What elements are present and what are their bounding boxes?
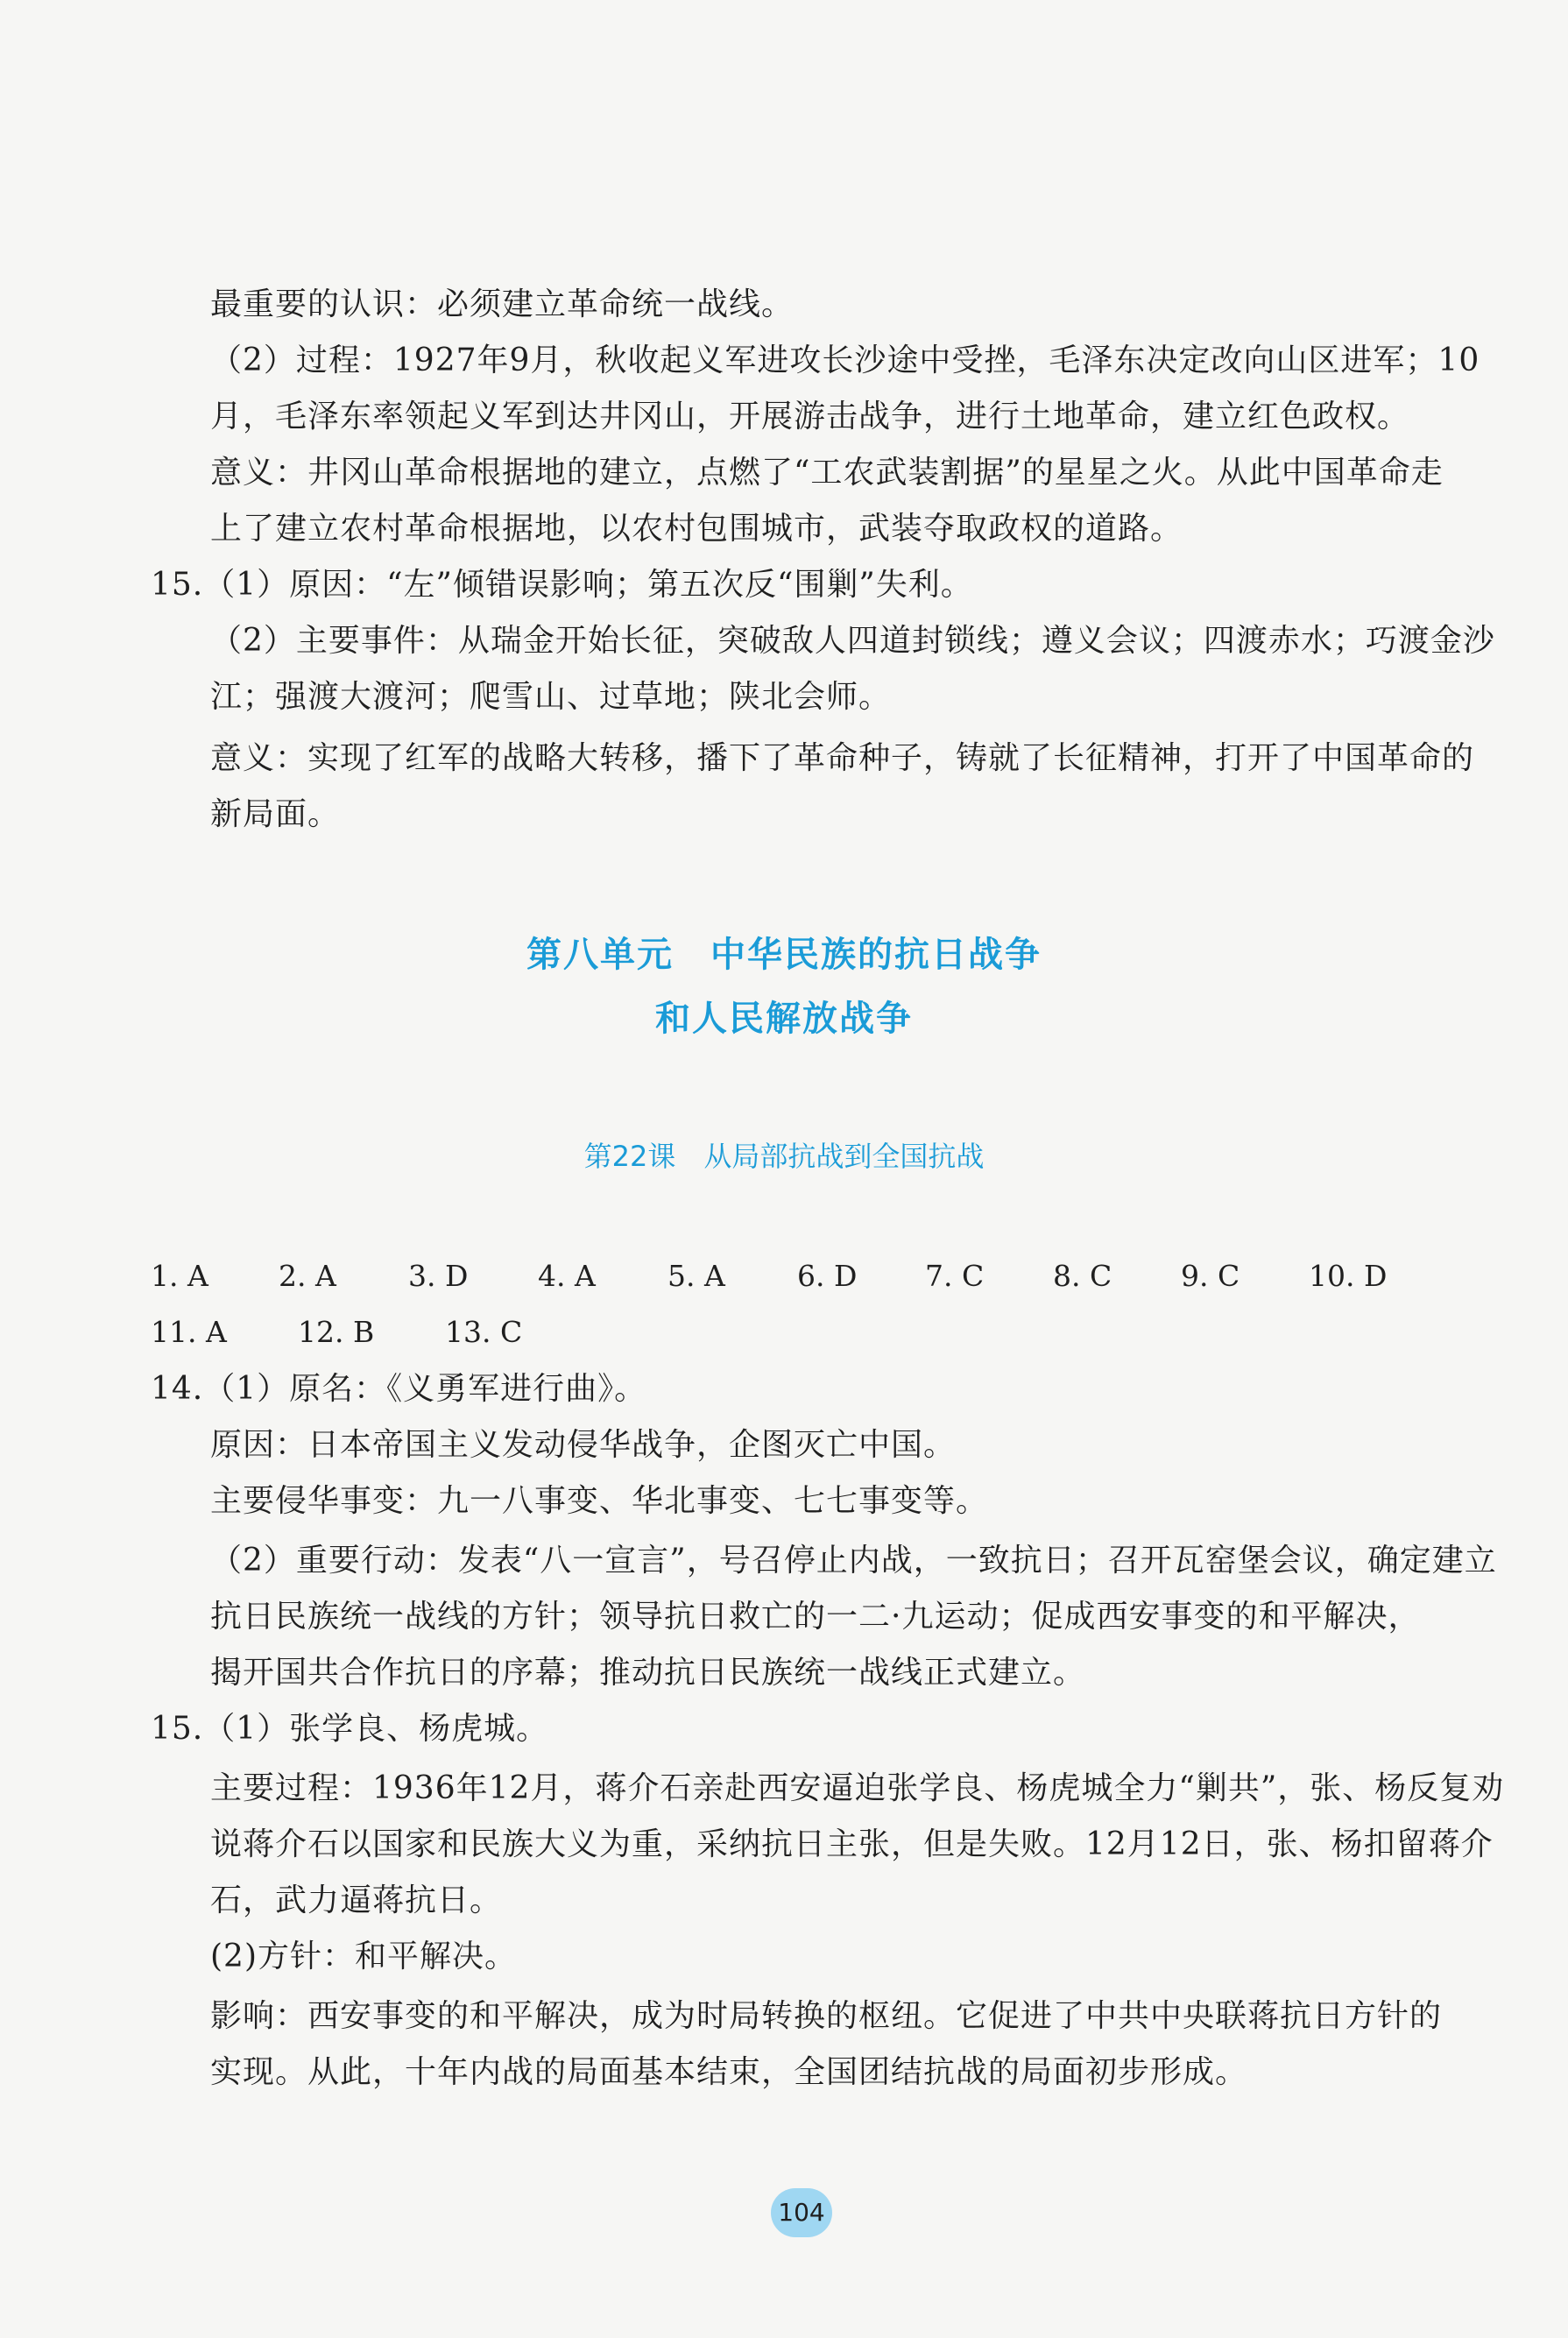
mcq-answers-row-1 — [151, 1255, 1412, 1297]
text-line: 新局面。 — [210, 796, 341, 832]
mcq-answer: 11. A — [151, 1315, 227, 1349]
mcq-answer: 1. A — [151, 1259, 208, 1293]
text-line: 揭开国共合作抗日的序幕；推动抗日民族统一战线正式建立。 — [210, 1655, 1086, 1691]
mcq-answer: 7. C — [925, 1259, 985, 1293]
text-line: （2）过程：1927年9月，秋收起义军进攻长沙途中受挫，毛泽东决定改向山区进军；10 — [210, 343, 1480, 378]
lesson-title: 第22课 从局部抗战到全国抗战 — [583, 1140, 985, 1173]
text-line: 上了建立农村革命根据地，以农村包围城市，武装夺取政权的道路。 — [210, 511, 1183, 547]
text-line: 最重要的认识：必须建立革命统一战线。 — [210, 286, 795, 322]
text-line: 主要侵华事变：九一八事变、华北事变、七七事变等。 — [210, 1483, 989, 1519]
mcq-answer: 9. C — [1181, 1259, 1240, 1293]
text-line: 影响：西安事变的和平解决，成为时局转换的枢纽。它促进了中共中央联蒋抗日方针的 — [210, 1998, 1443, 2034]
text-line: 石，武力逼蒋抗日。 — [210, 1882, 503, 1918]
mcq-answer: 8. C — [1053, 1259, 1112, 1293]
mcq-answer: 10. D — [1309, 1259, 1388, 1293]
text-line: 意义：实现了红军的战略大转移，播下了革命种子，铸就了长征精神，打开了中国革命的 — [210, 740, 1475, 776]
text-line: 主要过程：1936年12月，蒋介石亲赴西安逼迫张学良、杨虎城全力“剿共”，张、杨反复劝 — [210, 1770, 1505, 1806]
text-line: 14.（1）原名：《义勇军进行曲》。 — [151, 1371, 647, 1407]
page-number: 104 — [771, 2188, 832, 2237]
text-line: 江；强渡大渡河；爬雪山、过草地；陕北会师。 — [210, 679, 892, 715]
text-line: 原因：日本帝国主义发动侵华战争，企图灭亡中国。 — [210, 1427, 957, 1463]
unit-title: 第八单元 中华民族的抗日战争 — [526, 935, 1042, 975]
mcq-answer: 2. A — [279, 1259, 336, 1293]
text-line: 意义：井冈山革命根据地的建立，点燃了“工农武装割据”的星星之火。从此中国革命走 — [210, 455, 1444, 491]
mcq-answer: 6. D — [797, 1259, 858, 1293]
mcq-answers-row-2 — [151, 1311, 589, 1353]
text-line: (2)方针：和平解决。 — [210, 1939, 517, 1974]
text-line: 抗日民族统一战线的方针；领导抗日救亡的一二·九运动；促成西安事变的和平解决， — [210, 1599, 1421, 1635]
text-line: （2）主要事件：从瑞金开始长征，突破敌人四道封锁线；遵义会议；四渡赤水；巧渡金沙 — [210, 623, 1495, 659]
text-line: 月，毛泽东率领起义军到达井冈山，开展游击战争，进行土地革命，建立红色政权。 — [210, 399, 1410, 434]
mcq-answer: 3. D — [408, 1259, 469, 1293]
mcq-answer: 13. C — [445, 1315, 523, 1349]
text-line: 实现。从此，十年内战的局面基本结束，全国团结抗战的局面初步形成。 — [210, 2054, 1248, 2090]
text-line: （2）重要行动：发表“八一宣言”，号召停止内战，一致抗日；召开瓦窑堡会议，确定建立 — [210, 1543, 1497, 1579]
unit-title-line2: 和人民解放战争 — [655, 999, 913, 1039]
text-line: 15.（1）张学良、杨虎城。 — [151, 1711, 549, 1747]
mcq-answer: 5. A — [667, 1259, 725, 1293]
mcq-answer: 12. B — [298, 1315, 375, 1349]
mcq-answer: 4. A — [538, 1259, 596, 1293]
text-line: 15.（1）原因：“左”倾错误影响；第五次反“围剿”失利。 — [151, 567, 973, 603]
text-line: 说蒋介石以国家和民族大义为重，采纳抗日主张，但是失败。12月12日，张、杨扣留蒋介 — [210, 1826, 1494, 1862]
